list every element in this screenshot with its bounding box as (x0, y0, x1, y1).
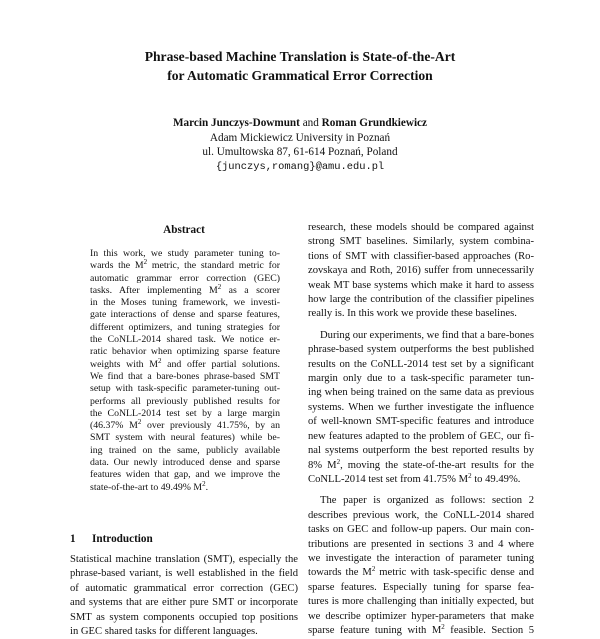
email: {junczys,romang}@amu.edu.pl (215, 160, 385, 173)
text-line: in GEC shared tasks for different languages. (70, 626, 258, 638)
author-names (40, 116, 560, 131)
text-line: towards the $M^2$ metric with task-specific dense and (308, 565, 534, 579)
text-line: margin only due to a task-specific parameter tun- (308, 373, 534, 385)
address: ul. Umultowska 87, 61-614 Poznań, Poland (202, 146, 398, 159)
right-column-body (308, 221, 534, 638)
text-line: in the Moses tuning framework, we investi- (90, 297, 280, 309)
text-line: sparse feature tuning with $M^2$ feasible. Section 5 (308, 622, 534, 636)
text-line: automatic grammar error correction (GEC) (90, 272, 280, 284)
text-line: The paper is organized as follows: section 2 (320, 495, 534, 507)
introduction-body (70, 553, 298, 639)
text-line: really is. In this work we provide these baselines. (308, 308, 517, 320)
text-line: strong SMT baselines. Similarly, system combina- (308, 236, 534, 248)
text-line: tions of SMT with classifier-based approaches (Ro- (308, 250, 534, 262)
text-line: 8% $M^2$, moving the state-of-the-art results for the (308, 457, 534, 471)
text-line: we investigate the interaction of parameter tuning (308, 552, 534, 564)
text-line: we describe optimizer hyper-parameters that make (308, 610, 534, 622)
text-line: data. Our newly introduced dense and sparse (90, 457, 280, 469)
title-line-1: Phrase-based Machine Translation is State-of-the-Art (144, 49, 456, 64)
text-line: tasks on GEC and follow-up papers. Our main con- (308, 524, 534, 536)
text-line: new features adapted to the problem of GEC, our fi- (308, 430, 534, 442)
paragraph (308, 494, 534, 638)
text-line: zovskaya and Roth, 2016) suffer from unnecessarily (308, 265, 534, 277)
text-line: gate interactions of dense and sparse features, (90, 309, 280, 321)
text-line: performs all previously published results for (90, 395, 280, 407)
affiliation: Adam Mickiewicz University in Poznań (209, 131, 391, 144)
paper-title (40, 47, 560, 85)
text-line: nal systems outperform the best reported results by (308, 445, 534, 457)
title-line-2: for Automatic Grammatical Error Correction (167, 68, 433, 83)
text-line: ing trained on the same, publicly available (90, 444, 280, 456)
text-line: results on the CoNLL-2014 test set by a significant (308, 358, 534, 370)
text-line: phrase-based system outperforms the best published (308, 344, 534, 356)
section-number: 1 (70, 533, 76, 545)
text-line: wards the $M^2$ metric, the standard metric for (90, 258, 280, 272)
paragraph (308, 329, 534, 487)
text-line: SMT as system components occupied top positions (70, 611, 298, 623)
text-line: the CoNLL-2014 shared task. We notice er- (90, 334, 280, 346)
text-line: tasks. After implementing $M^2$ as a scorer (90, 282, 281, 296)
text-line: tures is more challenging than initially expected, but (308, 596, 534, 608)
text-line: weak MT base systems which make it hard to assess (308, 279, 534, 291)
author-conjunction: and (302, 117, 319, 129)
section-heading (70, 533, 153, 545)
text-line: We find that a bare-bones phrase-based SMT (90, 370, 280, 382)
text-line: ing when being trained on the same data as previous (308, 387, 534, 399)
text-line: (46.37% $M^2$ over previously 41.75%, by an (90, 418, 280, 432)
text-line: different optimizers, and tuning strategies for (90, 321, 280, 333)
text-line: ratic behavior when optimizing sparse feature (90, 346, 280, 358)
text-line: how large the contribution of the classifier pipelines (308, 294, 534, 306)
text-line: sparse features. Especially tuning for sparse fea- (308, 581, 534, 593)
paragraph (308, 221, 534, 322)
text-line: setup with task-specific parameter-tuning out- (90, 383, 280, 395)
text-line: features widen that gap, and we improve the (90, 469, 280, 481)
author-block (40, 116, 560, 174)
abstract-body (90, 248, 280, 494)
author-1: Marcin Junczys-Dowmunt (172, 117, 300, 129)
text-line: phrase-based variant, is well established in the field (70, 568, 298, 580)
text-line: systems. When we further investigate the influence (308, 401, 534, 413)
text-line: the CoNLL-2014 test set by a large margin (90, 407, 280, 419)
text-line: SMT system with neural features) while be- (90, 432, 280, 444)
abstract-heading: Abstract (163, 224, 205, 236)
author-2: Roman Grundkiewicz (321, 117, 427, 129)
text-line: weights with $M^2$ and offer partial solutions. (90, 356, 280, 370)
text-line: Statistical machine translation (SMT), especially the (70, 554, 298, 565)
text-line: state-of-the-art to 49.49% $M^2$. (90, 479, 209, 493)
text-line: CoNLL-2014 test set from 41.75% $M^2$ to 49.49%. (308, 471, 521, 485)
text-line: In this work, we study parameter tuning to- (90, 248, 280, 259)
section-title: Introduction (92, 533, 153, 545)
text-line: of well-known SMT-specific features and introduce (308, 416, 534, 428)
text-line: tributions are presented in sections 3 and 4 where (308, 538, 534, 550)
text-line: research, these models should be compared against (308, 222, 534, 233)
text-line: of automatic grammatical error correction (GEC) (70, 582, 298, 594)
text-line: and systems that are either pure SMT or incorporate (70, 597, 298, 609)
text-line: During our experiments, we find that a bare-bones (320, 329, 534, 341)
text-line: describes previous work, the CoNLL-2014 shared (308, 509, 534, 521)
